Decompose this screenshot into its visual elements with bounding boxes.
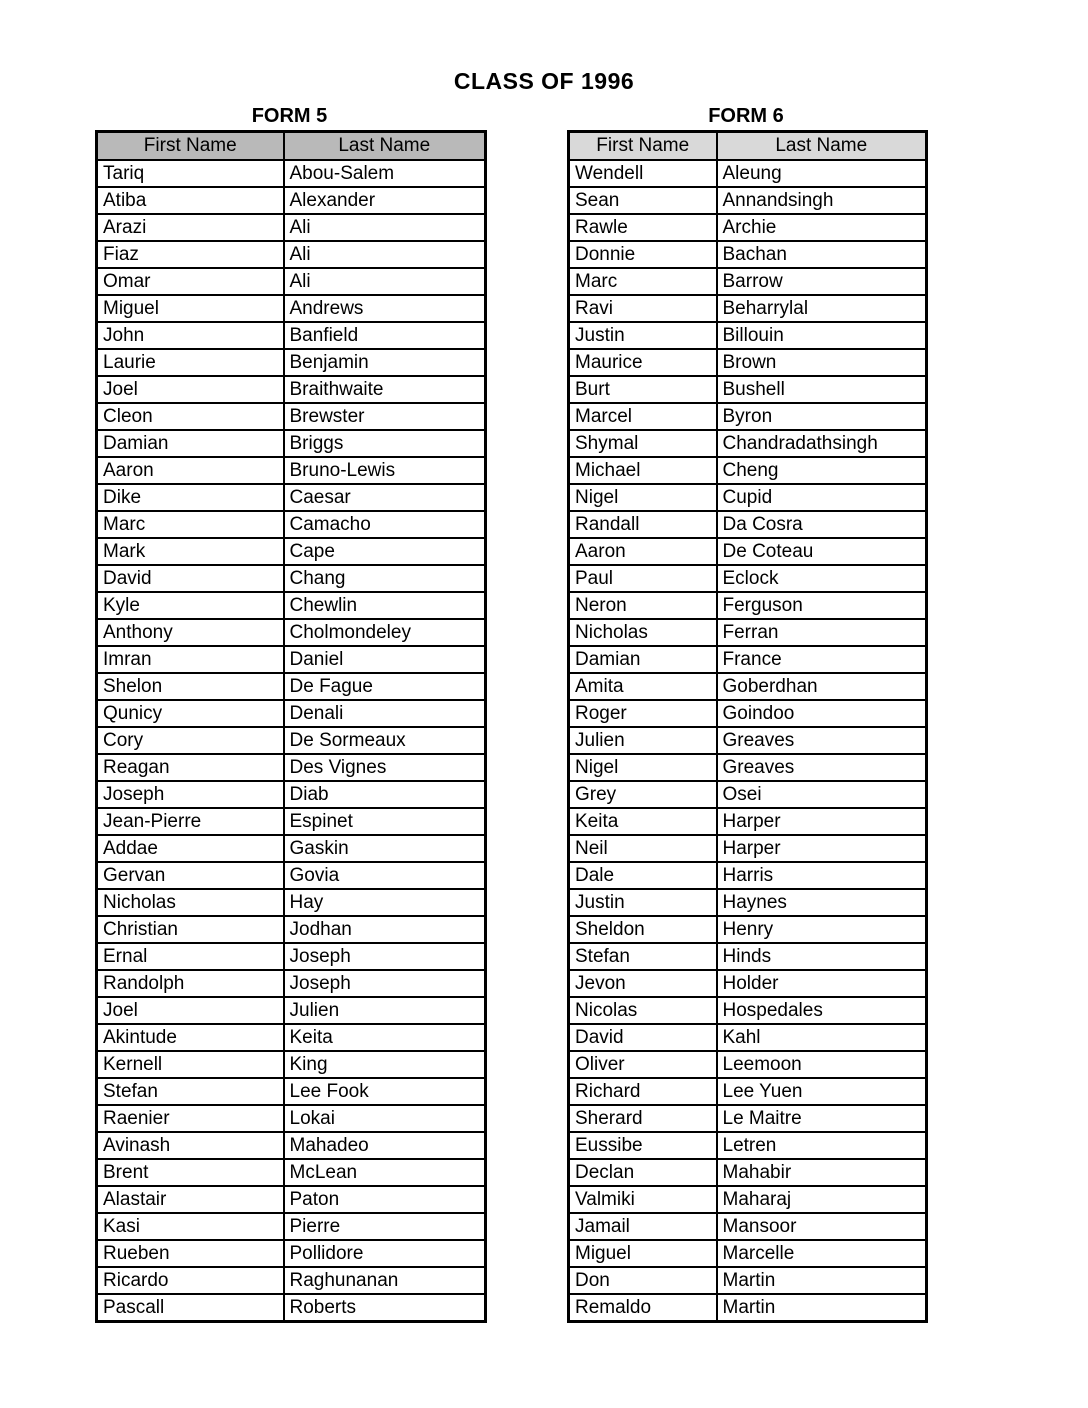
form6-label: FORM 6 [708,105,784,127]
first-name-cell: Joseph [97,781,284,808]
last-name-cell: Greaves [717,754,927,781]
table-row [97,1159,486,1186]
table-row [569,1024,927,1051]
table-row [97,1213,486,1240]
table-row [97,538,486,565]
table-row [97,754,486,781]
table-row [97,592,486,619]
table-row [569,1294,927,1322]
last-name-cell: Harper [717,808,927,835]
form5-column-header-last-name: Last Name [284,132,486,161]
table-row [569,835,927,862]
last-name-cell: Diab [284,781,486,808]
first-name-cell: Jamail [569,1213,717,1240]
first-name-cell: Nigel [569,484,717,511]
first-name-cell: Julien [569,727,717,754]
first-name-cell: Kasi [97,1213,284,1240]
last-name-cell: Da Cosra [717,511,927,538]
first-name-cell: Oliver [569,1051,717,1078]
last-name-cell: Hospedales [717,997,927,1024]
last-name-cell: De Fague [284,673,486,700]
table-row [97,943,486,970]
last-name-cell: Ferran [717,619,927,646]
form6-column-header-last-name: Last Name [717,132,927,161]
first-name-cell: Akintude [97,1024,284,1051]
form6-column-header-first-name: First Name [569,132,717,161]
first-name-cell: Roger [569,700,717,727]
first-name-cell: Sherard [569,1105,717,1132]
last-name-cell: Barrow [717,268,927,295]
last-name-cell: Chewlin [284,592,486,619]
last-name-cell: Joseph [284,970,486,997]
last-name-cell: Annandsingh [717,187,927,214]
first-name-cell: Marc [97,511,284,538]
form5-column-header-first-name: First Name [97,132,284,161]
table-row [97,376,486,403]
table-row [569,160,927,187]
table-row [97,673,486,700]
table-row [97,241,486,268]
first-name-cell: Laurie [97,349,284,376]
form5-header-row [97,132,486,161]
first-name-cell: Miguel [97,295,284,322]
first-name-cell: Imran [97,646,284,673]
last-name-cell: Lee Fook [284,1078,486,1105]
first-name-cell: Reagan [97,754,284,781]
first-name-cell: Marcel [569,403,717,430]
last-name-cell: Kahl [717,1024,927,1051]
table-row [569,484,927,511]
table-row [569,538,927,565]
last-name-cell: Osei [717,781,927,808]
last-name-cell: King [284,1051,486,1078]
form5-section [95,104,484,1323]
last-name-cell: Ferguson [717,592,927,619]
first-name-cell: Cory [97,727,284,754]
first-name-cell: Wendell [569,160,717,187]
table-row [569,1186,927,1213]
last-name-cell: Cholmondeley [284,619,486,646]
table-row [569,808,927,835]
table-row [97,1294,486,1322]
last-name-cell: Daniel [284,646,486,673]
last-name-cell: De Sormeaux [284,727,486,754]
table-row [569,646,927,673]
table-row [97,511,486,538]
first-name-cell: Remaldo [569,1294,717,1322]
first-name-cell: Miguel [569,1240,717,1267]
last-name-cell: Govia [284,862,486,889]
table-row [569,403,927,430]
table-row [97,997,486,1024]
form6-section [567,104,925,1323]
table-row [97,1240,486,1267]
last-name-cell: Des Vignes [284,754,486,781]
first-name-cell: Sheldon [569,916,717,943]
table-row [569,268,927,295]
table-row [97,295,486,322]
last-name-cell: Ali [284,268,486,295]
last-name-cell: France [717,646,927,673]
table-row [97,1267,486,1294]
last-name-cell: Gaskin [284,835,486,862]
table-row [97,862,486,889]
last-name-cell: Alexander [284,187,486,214]
form6-table [567,130,928,1323]
first-name-cell: Richard [569,1078,717,1105]
last-name-cell: Bruno-Lewis [284,457,486,484]
last-name-cell: Bachan [717,241,927,268]
first-name-cell: Ernal [97,943,284,970]
last-name-cell: Braithwaite [284,376,486,403]
first-name-cell: Justin [569,889,717,916]
table-row [569,754,927,781]
last-name-cell: Chandradathsingh [717,430,927,457]
first-name-cell: Sean [569,187,717,214]
table-row [569,700,927,727]
table-row [569,511,927,538]
table-row [569,1240,927,1267]
last-name-cell: Jodhan [284,916,486,943]
last-name-cell: Cupid [717,484,927,511]
table-row [569,916,927,943]
table-row [97,160,486,187]
last-name-cell: Letren [717,1132,927,1159]
first-name-cell: Donnie [569,241,717,268]
table-row [97,646,486,673]
table-row [569,349,927,376]
first-name-cell: Justin [569,322,717,349]
last-name-cell: Marcelle [717,1240,927,1267]
first-name-cell: Nigel [569,754,717,781]
table-row [97,565,486,592]
last-name-cell: Andrews [284,295,486,322]
first-name-cell: Shelon [97,673,284,700]
first-name-cell: Joel [97,997,284,1024]
last-name-cell: Mansoor [717,1213,927,1240]
last-name-cell: Haynes [717,889,927,916]
first-name-cell: Arazi [97,214,284,241]
table-row [97,403,486,430]
first-name-cell: Dike [97,484,284,511]
table-row [97,457,486,484]
last-name-cell: Julien [284,997,486,1024]
last-name-cell: Martin [717,1294,927,1322]
table-row [569,1159,927,1186]
first-name-cell: Raenier [97,1105,284,1132]
first-name-cell: Jean-Pierre [97,808,284,835]
first-name-cell: Mark [97,538,284,565]
first-name-cell: Keita [569,808,717,835]
last-name-cell: Banfield [284,322,486,349]
first-name-cell: Cleon [97,403,284,430]
table-row [569,592,927,619]
form5-table-body [97,160,486,1322]
form6-header-row [569,132,927,161]
first-name-cell: Rawle [569,214,717,241]
table-row [569,1132,927,1159]
last-name-cell: Leemoon [717,1051,927,1078]
first-name-cell: Shymal [569,430,717,457]
first-name-cell: Neil [569,835,717,862]
table-row [97,1051,486,1078]
first-name-cell: Maurice [569,349,717,376]
table-row [569,1105,927,1132]
first-name-cell: Kyle [97,592,284,619]
table-row [569,727,927,754]
first-name-cell: Brent [97,1159,284,1186]
form6-table-body [569,160,927,1322]
last-name-cell: Keita [284,1024,486,1051]
last-name-cell: Beharrylal [717,295,927,322]
table-row [569,187,927,214]
first-name-cell: Nicolas [569,997,717,1024]
first-name-cell: Omar [97,268,284,295]
first-name-cell: Pascall [97,1294,284,1322]
table-row [97,1078,486,1105]
first-name-cell: Damian [569,646,717,673]
last-name-cell: Maharaj [717,1186,927,1213]
first-name-cell: Joel [97,376,284,403]
last-name-cell: Cheng [717,457,927,484]
last-name-cell: Benjamin [284,349,486,376]
table-row [97,322,486,349]
first-name-cell: Gervan [97,862,284,889]
first-name-cell: Aaron [569,538,717,565]
table-row [97,187,486,214]
last-name-cell: Briggs [284,430,486,457]
first-name-cell: Grey [569,781,717,808]
last-name-cell: Denali [284,700,486,727]
last-name-cell: Hay [284,889,486,916]
first-name-cell: Randall [569,511,717,538]
last-name-cell: Espinet [284,808,486,835]
table-row [569,565,927,592]
table-row [97,430,486,457]
table-row [569,295,927,322]
first-name-cell: Stefan [569,943,717,970]
first-name-cell: Kernell [97,1051,284,1078]
last-name-cell: Brewster [284,403,486,430]
first-name-cell: Declan [569,1159,717,1186]
first-name-cell: Ricardo [97,1267,284,1294]
first-name-cell: Michael [569,457,717,484]
last-name-cell: Ali [284,241,486,268]
last-name-cell: Hinds [717,943,927,970]
table-row [97,619,486,646]
first-name-cell: David [97,565,284,592]
last-name-cell: Mahadeo [284,1132,486,1159]
table-row [569,889,927,916]
first-name-cell: Marc [569,268,717,295]
table-row [97,970,486,997]
last-name-cell: Aleung [717,160,927,187]
table-row [569,619,927,646]
last-name-cell: De Coteau [717,538,927,565]
table-row [97,268,486,295]
first-name-cell: Aaron [97,457,284,484]
last-name-cell: Roberts [284,1294,486,1322]
first-name-cell: Qunicy [97,700,284,727]
first-name-cell: Eussibe [569,1132,717,1159]
last-name-cell: Paton [284,1186,486,1213]
first-name-cell: Avinash [97,1132,284,1159]
table-row [97,916,486,943]
first-name-cell: Christian [97,916,284,943]
last-name-cell: Abou-Salem [284,160,486,187]
first-name-cell: Jevon [569,970,717,997]
last-name-cell: Greaves [717,727,927,754]
table-row [569,862,927,889]
last-name-cell: Henry [717,916,927,943]
first-name-cell: Anthony [97,619,284,646]
table-row [569,322,927,349]
last-name-cell: Brown [717,349,927,376]
last-name-cell: Goberdhan [717,673,927,700]
table-row [97,727,486,754]
table-row [569,970,927,997]
first-name-cell: Rueben [97,1240,284,1267]
table-row [97,1105,486,1132]
table-row [97,808,486,835]
first-name-cell: John [97,322,284,349]
last-name-cell: Joseph [284,943,486,970]
table-row [569,1267,927,1294]
last-name-cell: Cape [284,538,486,565]
table-row [569,430,927,457]
last-name-cell: Pollidore [284,1240,486,1267]
table-row [97,889,486,916]
first-name-cell: Dale [569,862,717,889]
first-name-cell: Alastair [97,1186,284,1213]
first-name-cell: David [569,1024,717,1051]
last-name-cell: Holder [717,970,927,997]
table-row [97,484,486,511]
table-row [569,376,927,403]
table-row [97,214,486,241]
table-row [97,835,486,862]
last-name-cell: Pierre [284,1213,486,1240]
first-name-cell: Paul [569,565,717,592]
form5-table [95,130,487,1323]
last-name-cell: Le Maitre [717,1105,927,1132]
last-name-cell: Eclock [717,565,927,592]
first-name-cell: Nicholas [97,889,284,916]
page-title: CLASS OF 1996 [453,68,635,94]
table-row [569,997,927,1024]
table-row [569,214,927,241]
last-name-cell: Caesar [284,484,486,511]
last-name-cell: Byron [717,403,927,430]
last-name-cell: Lokai [284,1105,486,1132]
first-name-cell: Damian [97,430,284,457]
first-name-cell: Neron [569,592,717,619]
table-row [569,1051,927,1078]
last-name-cell: Raghunanan [284,1267,486,1294]
table-row [97,1024,486,1051]
last-name-cell: Bushell [717,376,927,403]
table-row [569,457,927,484]
form5-label: FORM 5 [251,105,328,127]
first-name-cell: Don [569,1267,717,1294]
last-name-cell: Mahabir [717,1159,927,1186]
last-name-cell: Billouin [717,322,927,349]
last-name-cell: Archie [717,214,927,241]
last-name-cell: McLean [284,1159,486,1186]
table-row [97,700,486,727]
table-row [97,1132,486,1159]
table-row [97,781,486,808]
table-row [569,943,927,970]
table-row [569,1078,927,1105]
first-name-cell: Randolph [97,970,284,997]
first-name-cell: Fiaz [97,241,284,268]
first-name-cell: Burt [569,376,717,403]
table-row [97,1186,486,1213]
first-name-cell: Ravi [569,295,717,322]
first-name-cell: Amita [569,673,717,700]
last-name-cell: Lee Yuen [717,1078,927,1105]
last-name-cell: Chang [284,565,486,592]
first-name-cell: Nicholas [569,619,717,646]
last-name-cell: Harper [717,835,927,862]
table-row [569,241,927,268]
first-name-cell: Valmiki [569,1186,717,1213]
last-name-cell: Camacho [284,511,486,538]
first-name-cell: Stefan [97,1078,284,1105]
last-name-cell: Goindoo [717,700,927,727]
table-row [97,349,486,376]
first-name-cell: Addae [97,835,284,862]
first-name-cell: Atiba [97,187,284,214]
table-row [569,781,927,808]
last-name-cell: Martin [717,1267,927,1294]
table-row [569,673,927,700]
table-row [569,1213,927,1240]
last-name-cell: Ali [284,214,486,241]
last-name-cell: Harris [717,862,927,889]
first-name-cell: Tariq [97,160,284,187]
